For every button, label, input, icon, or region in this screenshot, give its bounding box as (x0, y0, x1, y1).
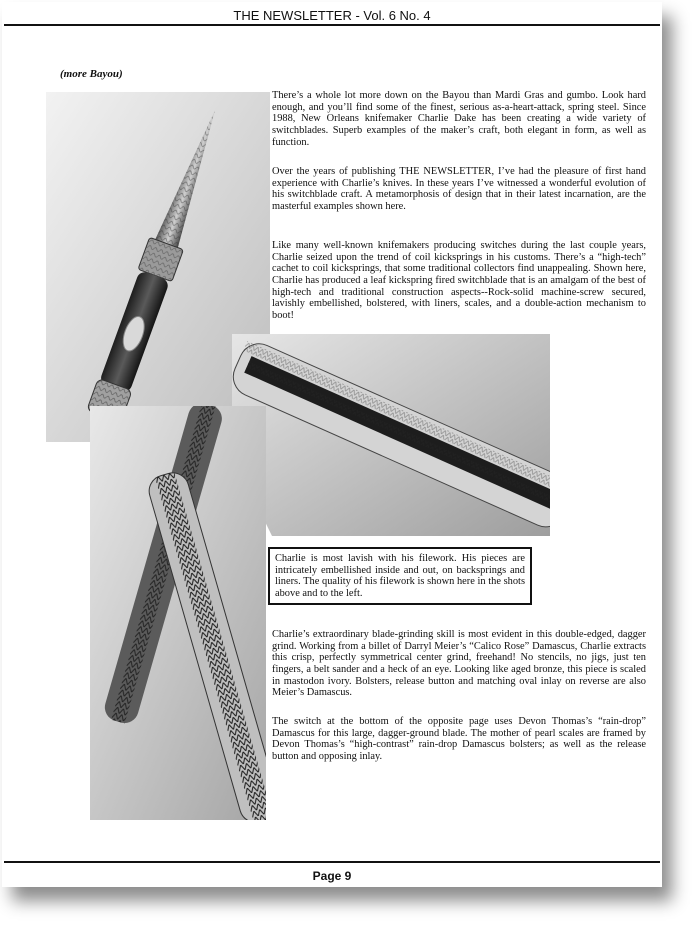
paragraph-evolution: Over the years of publishing THE NEWSLETTER, I’ve had the pleasure of first hand experience with Charlie’s knives. In these years I’ve witnessed a wonderful evolution of his switchblade craft. A metamorphosis of design that in their latest incarnation, are the masterful examples shown here. (272, 166, 646, 212)
paragraph-blade-grinding: Charlie’s extraordinary blade-grinding skill is most evident in this double-edged, dagger grind. Working from a billet of Darryl Meier’s “Calico Rose” Damascus, Charlie extracts this crisp, perfectly symmetrical center grind, freehand! No stencils, no jigs, just ten fingers, a belt sander and a heck of an eye. Looking like aged bronze, this piece is scaled in mastodon ivory. Bolsters, release button and matching oval inlay on reverse are also Meier’s Damascus. (272, 629, 646, 699)
paragraph-kicksprings: Like many well-known knifemakers producing switches during the last couple years, Charlie seized upon the trend of coil kicksprings in his customs. There’s a “high-tech” cachet to coil kicksprings, that some traditional collectors find unappealing. Shown here, Charlie has produced a leaf kickspring fired switchblade that is an amalgam of the best of high-tech and traditional construction aspects--Rock-solid machine-screw secured, lavishly embellished, bolstered, with liners, scales, and a double-action mechanism to boot! (272, 240, 646, 321)
filework-callout-box: Charlie is most lavish with his filework. His pieces are intricately embellished inside and out, on backsprings and liners. The quality of his filework is shown here in the shots above and to the left. (268, 547, 532, 605)
page-number: Page 9 (312, 869, 352, 883)
footer-rule (4, 861, 660, 863)
header-rule (4, 24, 660, 26)
photo-backspring-filework (90, 406, 266, 820)
photo-filework-closeup (232, 334, 550, 536)
newsletter-page (2, 2, 662, 887)
intro-paragraph: There’s a whole lot more down on the Bayou than Mardi Gras and gumbo. Look hard enough, and you’ll find some of the finest, serious as-a-heart-attack, spring steel. Since 1988, New Orleans knifemaker Charlie Dake has been creating a wide variety of switchblades. Superb examples of the maker’s craft, both elegant in form, as well as function. (272, 90, 646, 148)
section-tag: (more Bayou) (60, 68, 123, 80)
page-header-title: THE NEWSLETTER - Vol. 6 No. 4 (233, 8, 431, 23)
paragraph-rain-drop-damascus: The switch at the bottom of the opposite page uses Devon Thomas’s “rain-drop” Damascus for this large, dagger-ground blade. The mother of pearl scales are framed by Devon Thomas’s “high-contrast” rain-drop Damascus bolsters; as well as the release button and opposing inlay. (272, 716, 646, 762)
